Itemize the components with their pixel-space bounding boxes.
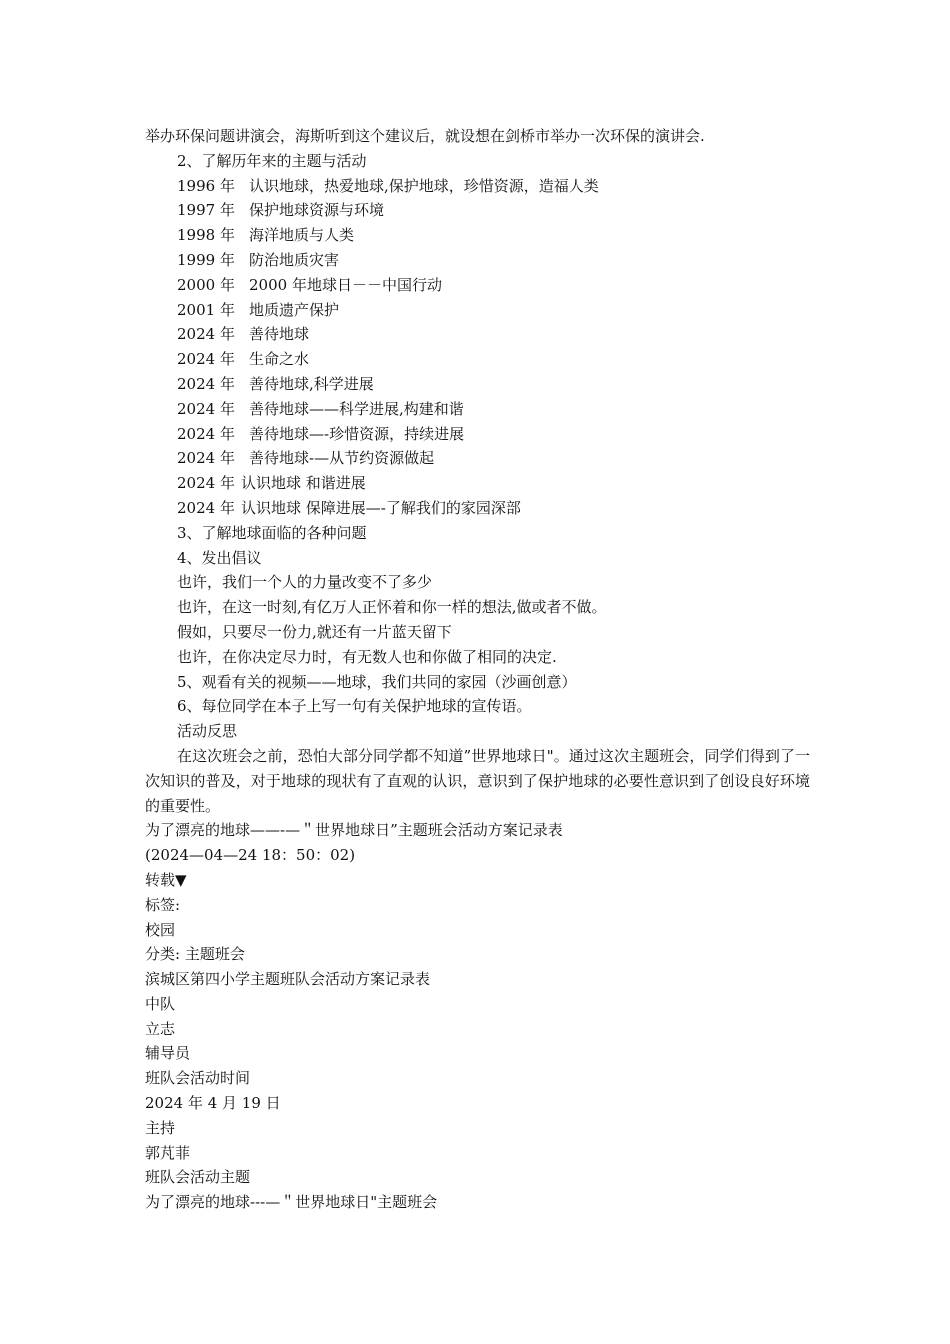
theme-row bbox=[145, 248, 810, 273]
theme-row bbox=[145, 471, 810, 496]
section-heading: 5、观看有关的视频——地球，我们共同的家园（沙画创意） bbox=[177, 672, 577, 691]
proposal-line: 假如，只要尽一份力,就还有一片蓝天留下 bbox=[177, 622, 452, 641]
theme-year: 1996 年 bbox=[177, 176, 235, 195]
theme-row bbox=[145, 347, 810, 372]
proposal-line: 也许，在这一时刻,有亿万人正怀着和你一样的想法,做或者不做。 bbox=[177, 598, 607, 617]
record-title: 为了漂亮的地球——-—＂世界地球日”主题班会活动方案记录表 bbox=[145, 821, 563, 840]
text-line: 举办环保问题讲演会，海斯听到这个建议后，就设想在剑桥市举办一次环保的演讲会. bbox=[145, 127, 705, 145]
theme-text: 善待地球-—从节约资源做起 bbox=[249, 449, 435, 468]
theme-list bbox=[145, 174, 810, 521]
theme-text: 善待地球 bbox=[249, 325, 310, 344]
theme-text: 善待地球,科学进展 bbox=[249, 374, 374, 393]
theme-year: 2024 年 bbox=[177, 424, 235, 443]
section-heading: 2、了解历年来的主题与活动 bbox=[177, 151, 367, 170]
theme-row bbox=[145, 422, 810, 447]
theme-row bbox=[145, 298, 810, 323]
theme-text: 地质遗产保护 bbox=[249, 300, 340, 319]
section-heading: 4、发出倡议 bbox=[177, 548, 262, 567]
theme-year: 2001 年 bbox=[177, 300, 235, 319]
form-field-value: 郭芃菲 bbox=[145, 1143, 191, 1162]
form-field-label: 班队会活动主题 bbox=[145, 1168, 251, 1187]
theme-year: 1999 年 bbox=[177, 250, 235, 269]
reflection-paragraph: 在这次班会之前，恐怕大部分同学都不知道”世界地球日"。通过这次主题班会，同学们得到了一次知识的普及，对于地球的现状有了直观的认识，意识到了保护地球的必要性意识到了创设良好环境的重要性。 bbox=[145, 746, 810, 815]
theme-text: 2000 年地球日－－中国行动 bbox=[249, 275, 442, 294]
theme-text: 海洋地质与人类 bbox=[249, 226, 355, 245]
section-heading: 3、了解地球面临的各种问题 bbox=[177, 523, 367, 542]
tags-label: 标签: bbox=[145, 895, 181, 914]
form-field-label: 辅导员 bbox=[145, 1044, 191, 1063]
theme-row bbox=[145, 372, 810, 397]
section-heading: 活动反思 bbox=[177, 722, 238, 741]
repost-link[interactable]: 转载▼ bbox=[145, 870, 187, 889]
form-field-value: 2024 年 4 月 19 日 bbox=[145, 1094, 281, 1113]
form-field-label: 主持 bbox=[145, 1118, 176, 1137]
theme-row bbox=[145, 223, 810, 248]
theme-text: 善待地球——科学进展,构建和谐 bbox=[249, 399, 464, 418]
theme-row bbox=[145, 397, 810, 422]
theme-year: 2024 年 bbox=[177, 474, 235, 493]
theme-year: 2000 年 bbox=[177, 275, 235, 294]
theme-year: 1997 年 bbox=[177, 201, 235, 220]
theme-year: 2024 年 bbox=[177, 374, 235, 393]
theme-year: 2024 年 bbox=[177, 350, 235, 369]
theme-text: 认识地球 保障进展—-了解我们的家园深部 bbox=[241, 498, 521, 517]
theme-row bbox=[145, 446, 810, 471]
form-field-value: 为了漂亮的地球---—＂世界地球日"主题班会 bbox=[145, 1193, 438, 1212]
theme-text: 生命之水 bbox=[249, 350, 310, 369]
category-line: 分类: 主题班会 bbox=[145, 945, 245, 964]
theme-text: 保护地球资源与环境 bbox=[249, 201, 385, 220]
theme-text: 善待地球—-珍惜资源，持续进展 bbox=[249, 424, 465, 443]
post-timestamp: (2024—04—24 18：50：02) bbox=[145, 846, 356, 865]
proposal-line: 也许，我们一个人的力量改变不了多少 bbox=[177, 573, 433, 592]
theme-row bbox=[145, 273, 810, 298]
theme-year: 2024 年 bbox=[177, 498, 235, 517]
document-body bbox=[145, 124, 810, 1215]
theme-row bbox=[145, 198, 810, 223]
theme-year: 1998 年 bbox=[177, 226, 235, 245]
theme-text: 认识地球 和谐进展 bbox=[241, 474, 366, 493]
theme-row bbox=[145, 322, 810, 347]
theme-text: 认识地球，热爱地球,保护地球，珍惜资源，造福人类 bbox=[249, 176, 599, 195]
theme-year: 2024 年 bbox=[177, 449, 235, 468]
tag-link[interactable]: 校园 bbox=[145, 920, 176, 939]
theme-text: 防治地质灾害 bbox=[249, 250, 340, 269]
theme-year: 2024 年 bbox=[177, 325, 235, 344]
section-heading: 6、每位同学在本子上写一句有关保护地球的宣传语。 bbox=[177, 697, 532, 716]
form-field-label: 班队会活动时间 bbox=[145, 1069, 251, 1088]
theme-row bbox=[145, 496, 810, 521]
form-field-value: 立志 bbox=[145, 1019, 176, 1038]
theme-year: 2024 年 bbox=[177, 399, 235, 418]
form-field-label: 中队 bbox=[145, 994, 176, 1013]
form-title: 滨城区第四小学主题班队会活动方案记录表 bbox=[145, 970, 431, 989]
proposal-line: 也许，在你决定尽力时，有无数人也和你做了相同的决定. bbox=[177, 647, 557, 666]
theme-row bbox=[145, 174, 810, 199]
